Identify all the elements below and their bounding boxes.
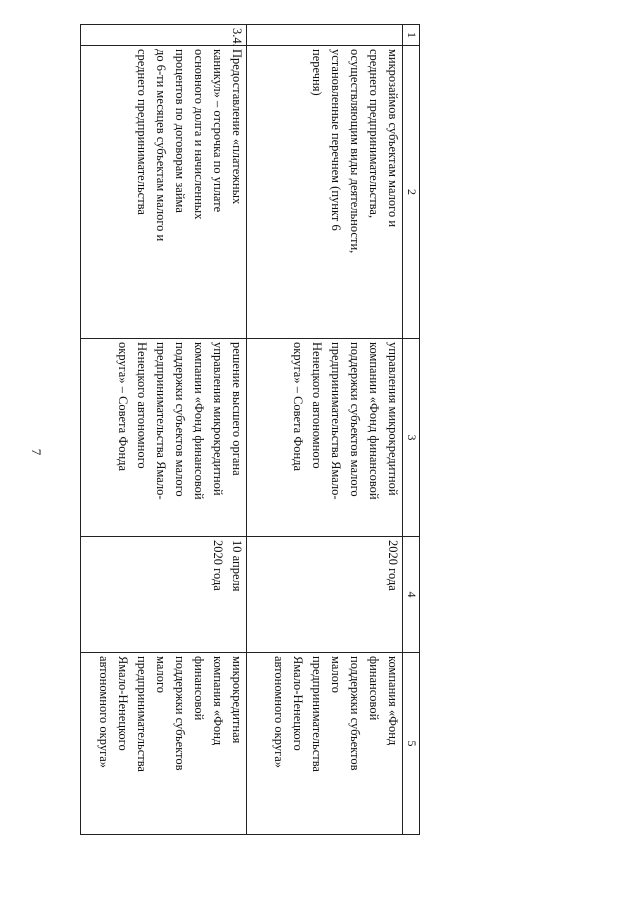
column-header-2: 2 (403, 46, 420, 339)
column-header-4: 4 (403, 537, 420, 653)
measure-description: микрозаймов субъектам малого и среднего предпринимательства, осуществляющим виды деятельности, установленные перечнем (пункт 6 перечня) (247, 46, 403, 339)
document-cell: управления микрокредитной компании «Фонд финансовой поддержки субъектов малого предпринимательства Ямало- Ненецкого автономного округа» – Совета Фонда (247, 339, 403, 537)
measures-table (80, 24, 420, 835)
row-number: 3.4. (81, 25, 247, 46)
page-number: 7 (29, 448, 44, 456)
measure-description: Предоставление «платежных каникул» – отсрочка по уплате основного долга и начисленных процентов по договорам займа до 6-ти месяцев субъектам малого и среднего предпринимательства (81, 46, 247, 339)
executor-cell: микрокредитная компания «Фонд финансовой поддержки субъектов малого предпринимательства Ямало-Ненецкого автономного округа» (81, 653, 247, 835)
table-row (247, 25, 403, 835)
deadline-cell: 10 апреля 2020 года (81, 537, 247, 653)
deadline-cell: 2020 года (247, 537, 403, 653)
document-cell: решение высшего органа управления микрокредитной компании «Фонд финансовой поддержки субъектов малого предпринимательства Ямало- Ненецкого автономного округа» – Совета Фонда (81, 339, 247, 537)
executor-cell: компания «Фонд финансовой поддержки субъектов малого предпринимательства Ямало-Ненецкого автономного округа» (247, 653, 403, 835)
table-row (81, 25, 247, 835)
column-header-5: 5 (403, 653, 420, 835)
header-row (403, 25, 420, 835)
row-number (247, 25, 403, 46)
rotated-table-container (80, 24, 420, 829)
column-header-3: 3 (403, 339, 420, 537)
column-header-1: 1 (403, 25, 420, 46)
table-wrapper (80, 24, 420, 829)
